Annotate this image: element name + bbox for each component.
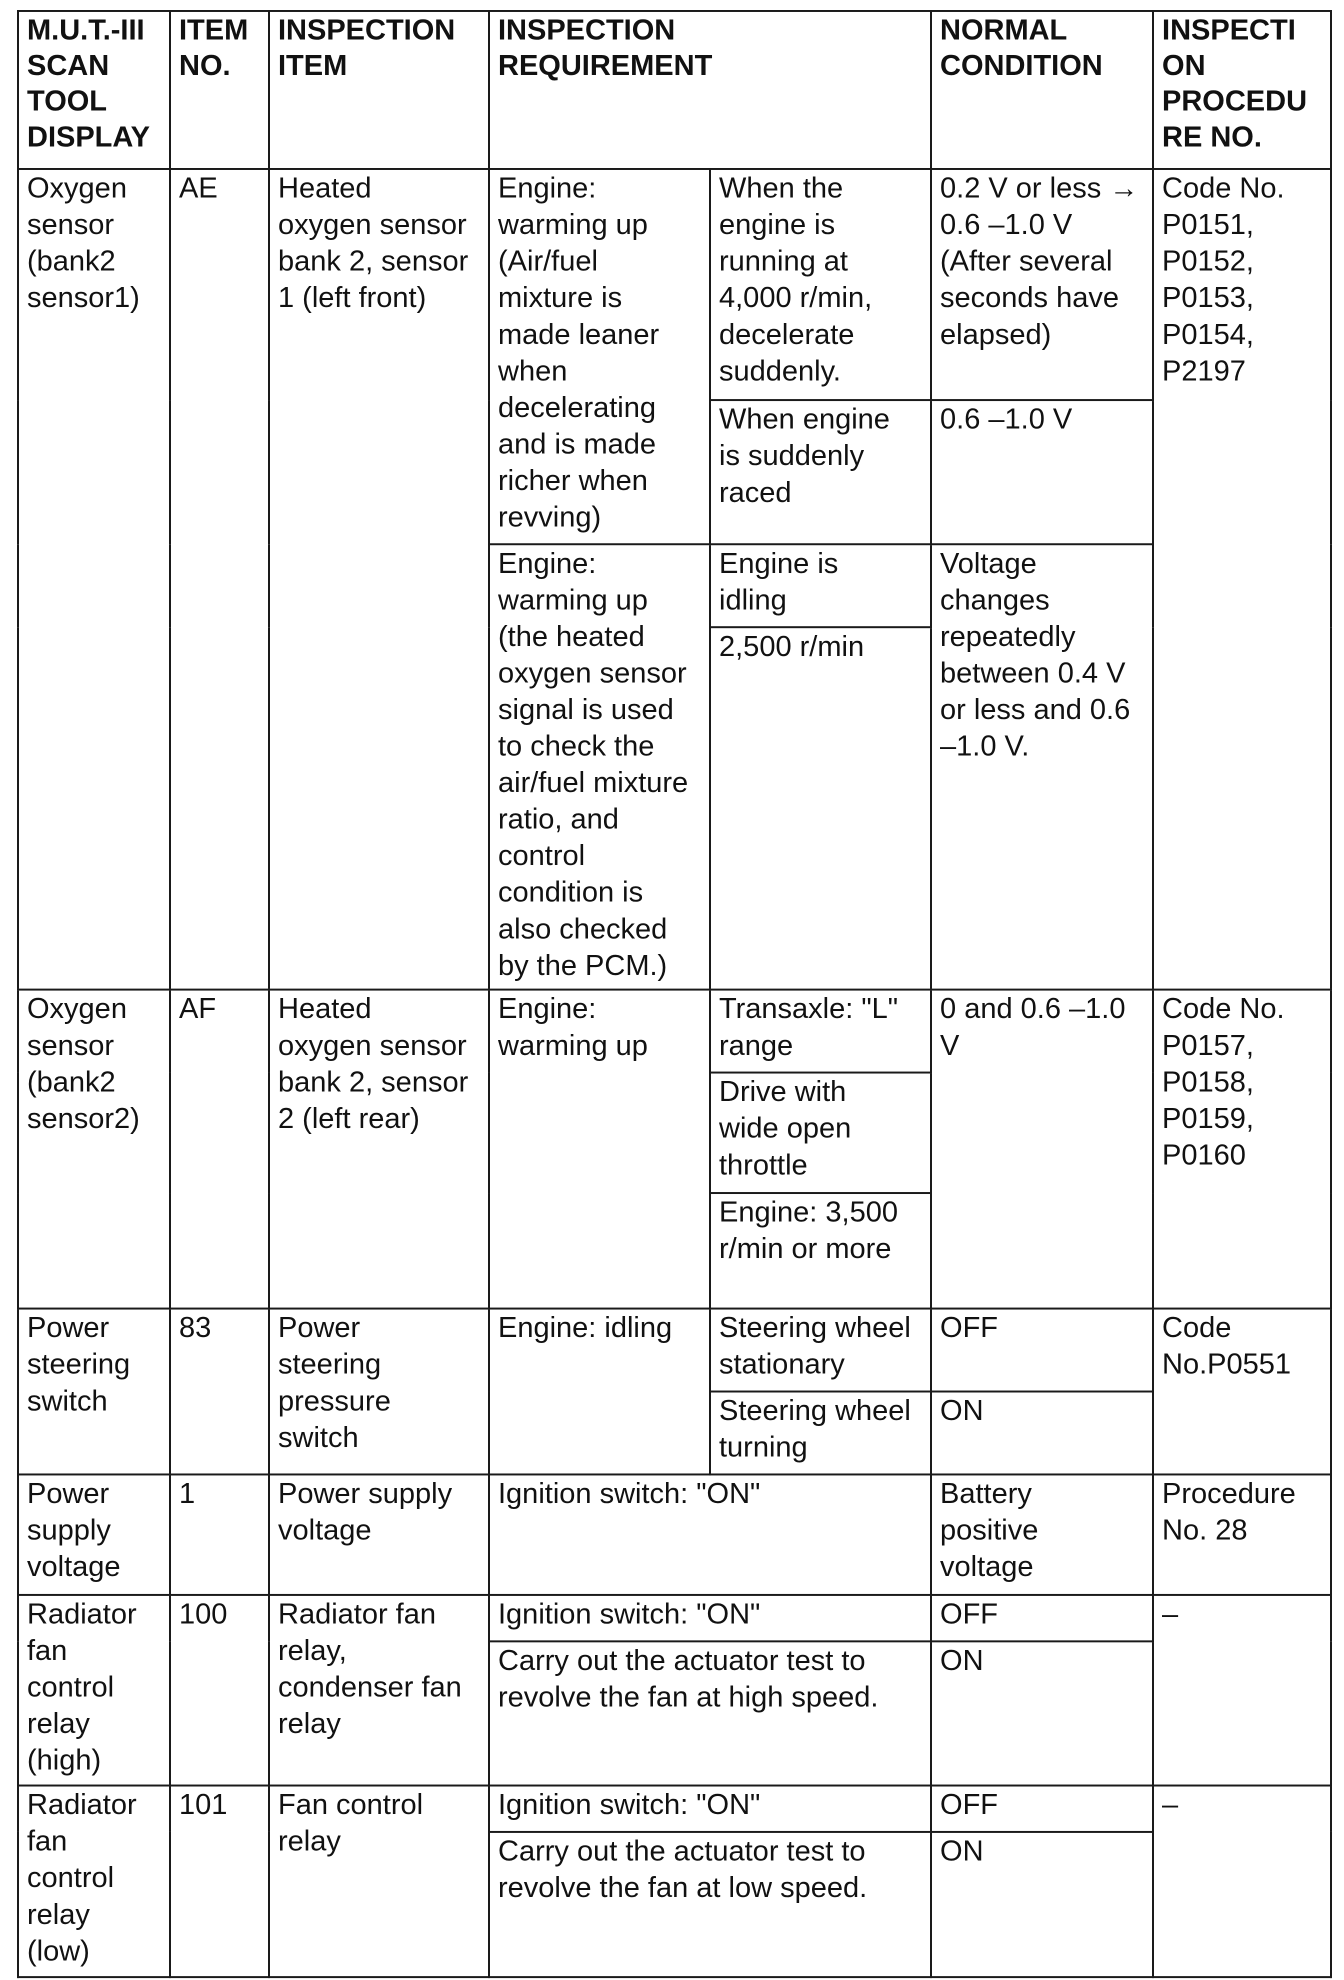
cell-text-line: 2,500 r/min bbox=[719, 630, 865, 663]
inspection-condition-cell bbox=[710, 544, 931, 627]
cell-text-line: stationary bbox=[719, 1348, 845, 1381]
cell-text-line: voltage bbox=[940, 1551, 1034, 1584]
cell-text-line: V bbox=[940, 1030, 960, 1062]
cell-text-line: bank 2, sensor bbox=[278, 1066, 469, 1099]
cell-text-line: Radiator bbox=[27, 1598, 137, 1631]
table-row-power-supply-voltage bbox=[18, 1475, 1331, 1595]
inspection-procedure-cell bbox=[1153, 1475, 1331, 1595]
header-text-line: PROCEDU bbox=[1162, 86, 1308, 118]
header-text-line: M.U.T.-III bbox=[27, 14, 145, 47]
inspection-condition-cell bbox=[710, 169, 931, 400]
cell-text-line: Engine: bbox=[498, 547, 597, 580]
table-row-power-steering-switch bbox=[18, 1308, 1331, 1391]
header-text-line: SCAN bbox=[27, 50, 110, 83]
table-row-radiator-fan-control-relay-high bbox=[18, 1595, 1331, 1642]
cell-text-line: When engine bbox=[719, 404, 890, 436]
cell-text-line: switch bbox=[278, 1422, 359, 1454]
inspection-condition-cell bbox=[710, 990, 931, 1073]
cell-text-line: Radiator bbox=[27, 1789, 137, 1822]
cell-text-line: steering bbox=[27, 1348, 131, 1381]
cell-text-line: fan bbox=[27, 1635, 68, 1667]
cell-text-line: r/min or more bbox=[719, 1233, 892, 1265]
inspection-item-cell bbox=[269, 1308, 489, 1474]
cell-text-line: Code No. bbox=[1162, 173, 1285, 206]
cell-text-line: seconds have bbox=[940, 283, 1119, 315]
cell-text-line: warming up bbox=[498, 584, 648, 616]
cell-text-line: revving) bbox=[498, 502, 602, 534]
cell-text-line: sensor2) bbox=[27, 1103, 140, 1135]
inspection-procedure-cell bbox=[1153, 169, 1331, 989]
cell-text-line: Engine: bbox=[498, 173, 597, 206]
cell-text-line: positive bbox=[940, 1515, 1039, 1547]
cell-text-line: repeatedly bbox=[940, 620, 1076, 653]
cell-text-line: fan bbox=[27, 1826, 68, 1858]
item-no-cell: AF bbox=[170, 990, 269, 1309]
inspection-condition-cell bbox=[710, 1073, 931, 1193]
item-no-cell: AE bbox=[170, 169, 269, 989]
inspection-requirement-cell bbox=[489, 1832, 931, 1977]
cell-text-line: 0.2 V or less → bbox=[940, 173, 1139, 206]
normal-condition-cell bbox=[931, 1786, 1153, 1833]
header-text-line: INSPECTION bbox=[278, 14, 456, 47]
cell-text-line: richer when bbox=[498, 465, 648, 498]
cell-text-line: P0157, bbox=[1162, 1030, 1254, 1062]
header-text-line: CONDITION bbox=[940, 50, 1103, 83]
cell-text-line: condition is bbox=[498, 876, 644, 909]
cell-text-line: (After several bbox=[940, 246, 1113, 279]
cell-text-line: condenser fan bbox=[278, 1671, 462, 1704]
cell-text-line: oxygen sensor bbox=[498, 657, 687, 690]
cell-text-line: revolve the fan at low speed. bbox=[498, 1872, 868, 1905]
header-text-line: ITEM bbox=[278, 50, 348, 83]
cell-text-line: 0.6 –1.0 V bbox=[940, 404, 1073, 436]
cell-text-line: switch bbox=[27, 1385, 108, 1418]
normal-condition-cell bbox=[931, 1641, 1153, 1786]
cell-text-line: Heated bbox=[278, 173, 372, 206]
normal-condition-cell bbox=[931, 1392, 1153, 1475]
normal-condition-cell bbox=[931, 1595, 1153, 1642]
cell-text-line: control bbox=[27, 1671, 115, 1704]
cell-text-line: P0159, bbox=[1162, 1103, 1254, 1135]
cell-text-line: OFF bbox=[940, 1598, 999, 1631]
cell-text-line: ON bbox=[940, 1395, 984, 1428]
cell-text-line: Engine is bbox=[719, 547, 839, 580]
cell-text-line: Power bbox=[27, 1312, 110, 1345]
cell-text-line: relay bbox=[278, 1826, 341, 1858]
cell-text-line: relay bbox=[27, 1899, 90, 1932]
cell-text-line: or less and 0.6 bbox=[940, 693, 1131, 726]
cell-text-line: No. 28 bbox=[1162, 1515, 1248, 1547]
header-text-line: INSPECTION bbox=[498, 14, 676, 47]
header-row bbox=[18, 11, 1331, 169]
cell-text-line: relay, bbox=[278, 1635, 347, 1667]
cell-text-line: bank 2, sensor bbox=[278, 246, 469, 279]
cell-text-line: raced bbox=[719, 477, 792, 509]
cell-text-line: ratio, and bbox=[498, 803, 619, 836]
cell-text-line: Power bbox=[278, 1312, 361, 1345]
cell-text-line: relay bbox=[278, 1708, 341, 1740]
inspection-item-cell bbox=[269, 1475, 489, 1595]
normal-condition-cell bbox=[931, 1832, 1153, 1977]
inspection-requirement-cell bbox=[489, 169, 710, 543]
scan-tool-display-cell bbox=[18, 1786, 170, 1977]
cell-text-line: P0152, bbox=[1162, 246, 1254, 279]
cell-text-line: wide open bbox=[719, 1113, 852, 1145]
cell-text-line: Voltage bbox=[940, 547, 1037, 580]
cell-text-line: P0151, bbox=[1162, 209, 1254, 242]
inspection-item-cell bbox=[269, 990, 489, 1309]
cell-text-line: (high) bbox=[27, 1744, 102, 1777]
cell-text-line: to check the bbox=[498, 730, 655, 763]
cell-text-line: is suddenly bbox=[719, 440, 865, 473]
inspection-procedure-cell bbox=[1153, 990, 1331, 1309]
inspection-procedure-cell bbox=[1153, 1595, 1331, 1786]
header-item-no bbox=[170, 11, 269, 169]
cell-text-line: mixture is bbox=[498, 283, 623, 315]
inspection-requirement-cell bbox=[489, 1786, 931, 1833]
inspection-requirement-cell bbox=[489, 1308, 710, 1474]
cell-text-line: (Air/fuel bbox=[498, 246, 598, 279]
cell-text-line: revolve the fan at high speed. bbox=[498, 1681, 879, 1714]
header-text-line: REQUIREMENT bbox=[498, 50, 713, 83]
cell-text-line: Heated bbox=[278, 993, 372, 1026]
cell-text-line: warming up bbox=[498, 209, 648, 242]
normal-condition-cell bbox=[931, 169, 1153, 400]
header-scan-tool-display bbox=[18, 11, 170, 169]
inspection-requirement-cell bbox=[489, 990, 710, 1309]
table-row-oxygen-sensor-bank2-sensor2 bbox=[18, 990, 1331, 1073]
normal-condition-cell bbox=[931, 400, 1153, 544]
cell-text-line: between 0.4 V bbox=[940, 657, 1126, 690]
cell-text-line: voltage bbox=[278, 1515, 372, 1547]
cell-text-line: (bank2 bbox=[27, 246, 116, 279]
cell-text-line: sensor bbox=[27, 209, 115, 242]
header-text-line: ITEM bbox=[179, 14, 249, 47]
header-normal-condition bbox=[931, 11, 1153, 169]
cell-text-line: 0 and 0.6 –1.0 bbox=[940, 993, 1126, 1026]
cell-text-line: Engine: bbox=[498, 993, 597, 1026]
cell-text-line: signal is used bbox=[498, 693, 674, 726]
cell-text-line: Ignition switch: "ON" bbox=[498, 1598, 761, 1631]
cell-text-line: (bank2 bbox=[27, 1066, 116, 1099]
header-inspection-procedure-no bbox=[1153, 11, 1331, 169]
cell-text-line: – bbox=[1162, 1789, 1179, 1822]
inspection-condition-cell bbox=[710, 1193, 931, 1309]
cell-text-line: Engine: 3,500 bbox=[719, 1196, 898, 1229]
inspection-requirement-cell bbox=[489, 1641, 931, 1786]
cell-text-line: Code bbox=[1162, 1312, 1232, 1345]
scan-tool-display-cell bbox=[18, 1308, 170, 1474]
cell-text-line: sensor1) bbox=[27, 283, 140, 315]
normal-condition-cell bbox=[931, 990, 1153, 1309]
cell-text-line: Ignition switch: "ON" bbox=[498, 1478, 761, 1511]
header-text-line: TOOL bbox=[27, 86, 108, 118]
cell-text-line: Power bbox=[27, 1478, 110, 1511]
cell-text-line: range bbox=[719, 1030, 794, 1062]
inspection-item-cell bbox=[269, 1786, 489, 1977]
normal-condition-cell bbox=[931, 1308, 1153, 1391]
cell-text-line: When the bbox=[719, 173, 844, 206]
cell-text-line: OFF bbox=[940, 1312, 999, 1345]
item-no-cell: 100 bbox=[170, 1595, 269, 1786]
cell-text-line: throttle bbox=[719, 1149, 808, 1182]
cell-text-line: P0158, bbox=[1162, 1066, 1254, 1099]
header-inspection-item bbox=[269, 11, 489, 169]
header-text-line: ON bbox=[1162, 50, 1206, 83]
inspection-requirement-cell bbox=[489, 544, 710, 990]
cell-text-line: Battery bbox=[940, 1478, 1032, 1511]
cell-text-line: P0154, bbox=[1162, 319, 1254, 352]
inspection-condition-cell bbox=[710, 627, 931, 990]
cell-text-line: Drive with bbox=[719, 1076, 847, 1109]
inspection-procedure-cell bbox=[1153, 1308, 1331, 1474]
header-text-line: INSPECTI bbox=[1162, 14, 1296, 47]
cell-text-line: decelerate bbox=[719, 319, 855, 352]
normal-condition-cell bbox=[931, 1475, 1153, 1595]
scan-tool-display-cell bbox=[18, 1475, 170, 1595]
header-inspection-requirement bbox=[489, 11, 931, 169]
cell-text-line: – bbox=[1162, 1598, 1179, 1631]
cell-text-line: supply bbox=[27, 1515, 111, 1547]
cell-text-line: engine is bbox=[719, 209, 836, 242]
cell-text-line: ON bbox=[940, 1645, 984, 1677]
cell-text-line: 2 (left rear) bbox=[278, 1103, 420, 1135]
cell-text-line: steering bbox=[278, 1348, 382, 1381]
inspection-requirement-cell bbox=[489, 1595, 931, 1642]
cell-text-line: Radiator fan bbox=[278, 1598, 436, 1631]
cell-text-line: (low) bbox=[27, 1935, 90, 1968]
cell-text-line: Transaxle: "L" bbox=[719, 993, 899, 1026]
cell-text-line: 4,000 r/min, bbox=[719, 283, 873, 315]
scan-tool-display-cell bbox=[18, 990, 170, 1309]
cell-text-line: voltage bbox=[27, 1551, 121, 1584]
cell-text-line: (the heated bbox=[498, 620, 645, 653]
cell-text-line: by the PCM.) bbox=[498, 949, 668, 982]
cell-text-line: pressure bbox=[278, 1385, 391, 1418]
cell-text-line: relay bbox=[27, 1708, 90, 1740]
table-row-oxygen-sensor-bank2-sensor1 bbox=[18, 169, 1331, 400]
inspection-table bbox=[17, 10, 1332, 1978]
cell-text-line: suddenly. bbox=[719, 356, 841, 388]
header-text-line: RE NO. bbox=[1162, 121, 1262, 154]
cell-text-line: P2197 bbox=[1162, 356, 1246, 388]
cell-text-line: control bbox=[498, 840, 586, 872]
cell-text-line: turning bbox=[719, 1432, 808, 1464]
cell-text-line: P0160 bbox=[1162, 1139, 1246, 1172]
cell-text-line: Ignition switch: "ON" bbox=[498, 1789, 761, 1822]
cell-text-line: oxygen sensor bbox=[278, 1030, 467, 1062]
cell-text-line: elapsed) bbox=[940, 319, 1052, 352]
cell-text-line: Steering wheel bbox=[719, 1395, 911, 1428]
cell-text-line: 0.6 –1.0 V bbox=[940, 209, 1073, 242]
item-no-cell: 83 bbox=[170, 1308, 269, 1474]
cell-text-line: Oxygen bbox=[27, 173, 127, 206]
inspection-condition-cell bbox=[710, 1392, 931, 1475]
cell-text-line: Carry out the actuator test to bbox=[498, 1645, 866, 1677]
inspection-procedure-cell bbox=[1153, 1786, 1331, 1977]
cell-text-line: No.P0551 bbox=[1162, 1348, 1292, 1381]
cell-text-line: 1 (left front) bbox=[278, 283, 427, 315]
cell-text-line: Engine: idling bbox=[498, 1312, 673, 1345]
cell-text-line: warming up bbox=[498, 1030, 648, 1062]
cell-text-line: when bbox=[498, 356, 568, 388]
cell-text-line: also checked bbox=[498, 913, 668, 945]
cell-text-line: Power supply bbox=[278, 1478, 453, 1511]
scan-tool-display-cell bbox=[18, 1595, 170, 1786]
cell-text-line: made leaner bbox=[498, 319, 660, 352]
cell-text-line: Code No. bbox=[1162, 993, 1285, 1026]
cell-text-line: oxygen sensor bbox=[278, 209, 467, 242]
inspection-requirement-cell bbox=[489, 1475, 931, 1595]
cell-text-line: Carry out the actuator test to bbox=[498, 1836, 866, 1868]
inspection-item-cell bbox=[269, 1595, 489, 1786]
cell-text-line: Procedure bbox=[1162, 1478, 1296, 1511]
cell-text-line: running at bbox=[719, 246, 848, 279]
cell-text-line: P0153, bbox=[1162, 283, 1254, 315]
inspection-condition-cell bbox=[710, 1308, 931, 1391]
cell-text-line: control bbox=[27, 1862, 115, 1895]
cell-text-line: idling bbox=[719, 584, 787, 616]
normal-condition-cell bbox=[931, 544, 1153, 990]
header-text-line: DISPLAY bbox=[27, 121, 151, 154]
inspection-item-cell bbox=[269, 169, 489, 989]
inspection-condition-cell bbox=[710, 400, 931, 544]
cell-text-line: changes bbox=[940, 584, 1050, 616]
scan-tool-display-cell bbox=[18, 169, 170, 989]
cell-text-line: air/fuel mixture bbox=[498, 767, 689, 799]
cell-text-line: decelerating bbox=[498, 392, 656, 425]
cell-text-line: sensor bbox=[27, 1030, 115, 1062]
cell-text-line: OFF bbox=[940, 1789, 999, 1822]
item-no-cell: 1 bbox=[170, 1475, 269, 1595]
cell-text-line: Oxygen bbox=[27, 993, 127, 1026]
table-row-radiator-fan-control-relay-low bbox=[18, 1786, 1331, 1833]
cell-text-line: Steering wheel bbox=[719, 1312, 911, 1345]
header-text-line: NORMAL bbox=[940, 14, 1068, 47]
cell-text-line: Fan control bbox=[278, 1789, 424, 1822]
cell-text-line: ON bbox=[940, 1836, 984, 1868]
cell-text-line: –1.0 V. bbox=[940, 730, 1030, 763]
item-no-cell: 101 bbox=[170, 1786, 269, 1977]
cell-text-line: and is made bbox=[498, 429, 656, 461]
header-text-line: NO. bbox=[179, 50, 231, 83]
